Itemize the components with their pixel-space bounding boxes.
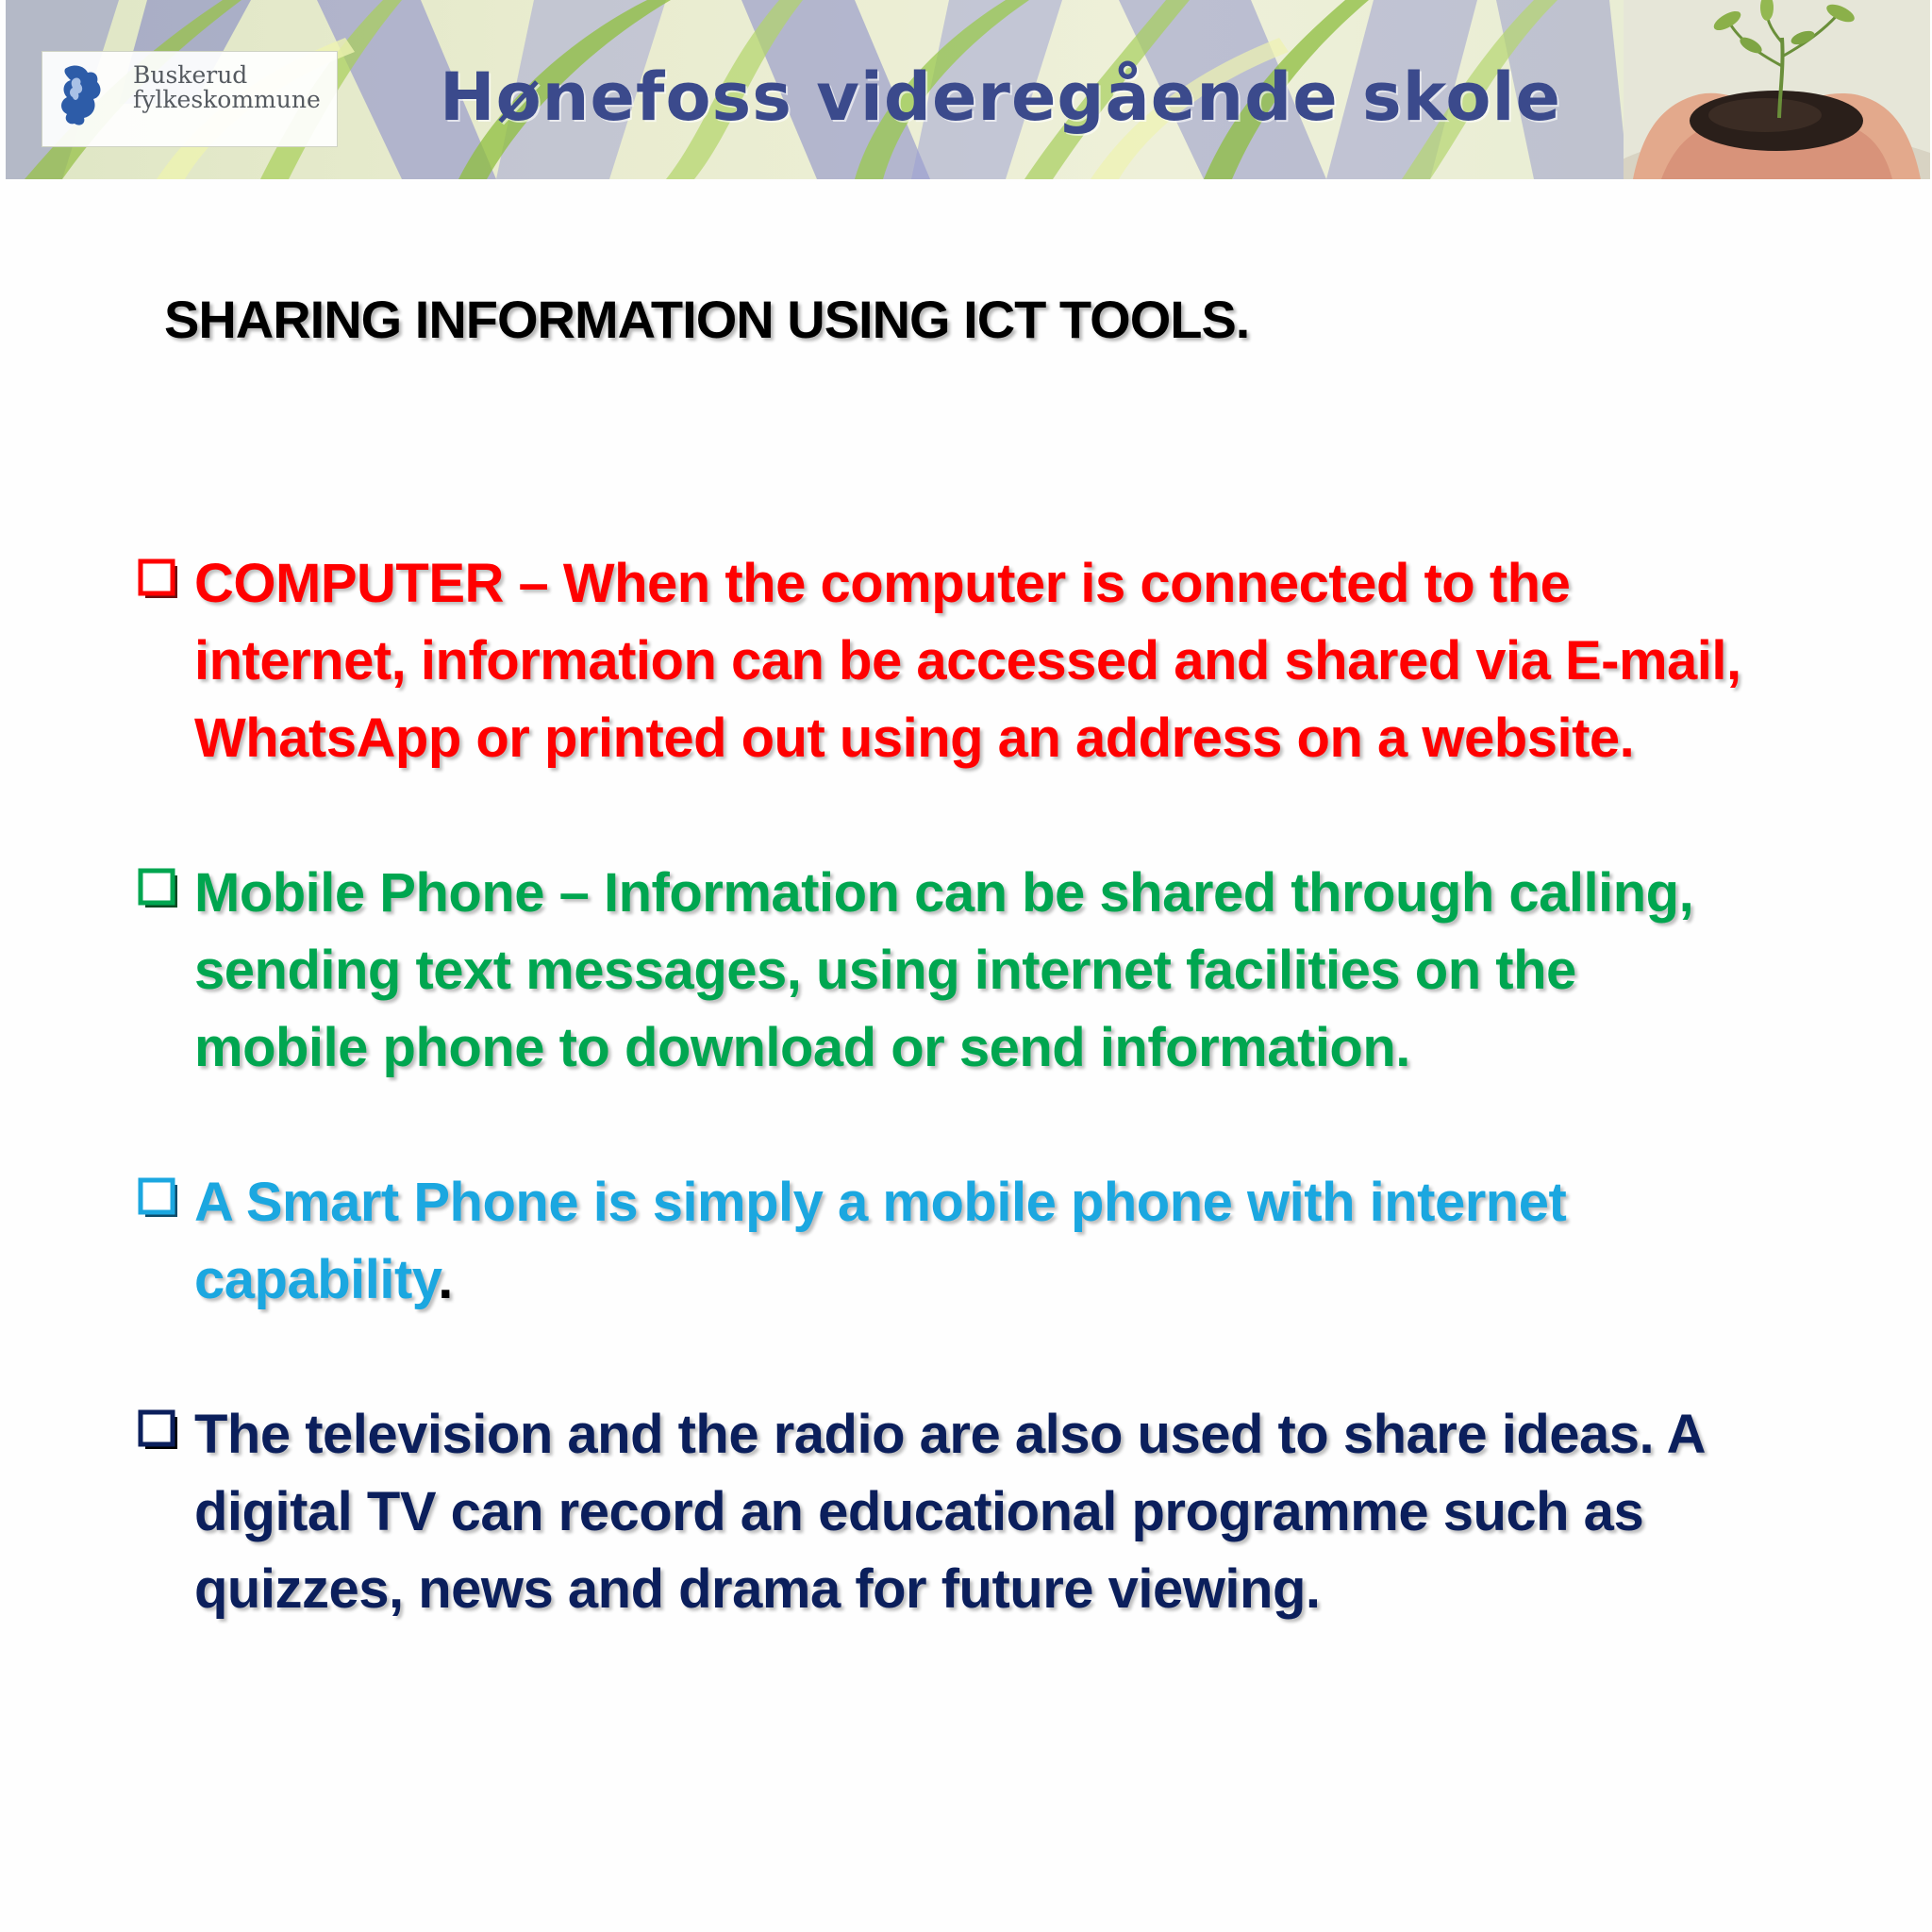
bullet-tv-line-1: The television and the radio are also used to share ideas. A xyxy=(194,1404,1707,1465)
checkbox-bullet-icon xyxy=(138,1409,181,1453)
school-name: Hønefoss videregående skole xyxy=(440,58,1561,136)
lion-crest-icon xyxy=(56,61,107,127)
slide-title: SHARING INFORMATION USING ICT TOOLS. xyxy=(164,290,1250,349)
bullet-mobile-line-2: sending text messages, using internet facilities on the xyxy=(194,940,1576,1001)
bullet-tv-line-2: digital TV can record an educational programme such as xyxy=(194,1481,1644,1542)
bullet-smart-line-2-text: capability xyxy=(194,1249,439,1310)
header-banner xyxy=(6,0,1930,179)
bullet-smart-line-2 xyxy=(194,1241,1855,1319)
bullet-smart-trailing-period: . xyxy=(438,1249,453,1310)
bullet-mobile-line-3: mobile phone to download or send information. xyxy=(194,1017,1410,1078)
bullet-computer-line-3: WhatsApp or printed out using an address on a website. xyxy=(194,708,1635,769)
logo-line-1: Buskerud xyxy=(133,61,248,89)
bullet-computer-line-1: COMPUTER – When the computer is connected to the xyxy=(194,553,1571,614)
checkbox-bullet-icon xyxy=(138,1177,181,1221)
logo-line-2: fylkeskommune xyxy=(133,86,321,113)
county-logo[interactable] xyxy=(42,51,338,147)
bullet-tv-line-3: quizzes, news and drama for future viewing. xyxy=(194,1558,1321,1620)
bullet-mobile-line-1: Mobile Phone – Information can be shared through calling, xyxy=(194,862,1694,924)
checkbox-bullet-icon xyxy=(138,558,181,602)
bullet-smart-line-1: A Smart Phone is simply a mobile phone with internet xyxy=(194,1172,1567,1233)
checkbox-bullet-icon xyxy=(138,868,181,911)
hands-with-seedling-image xyxy=(1624,0,1930,179)
bullet-computer-line-2: internet, information can be accessed and shared via E-mail, xyxy=(194,630,1741,691)
